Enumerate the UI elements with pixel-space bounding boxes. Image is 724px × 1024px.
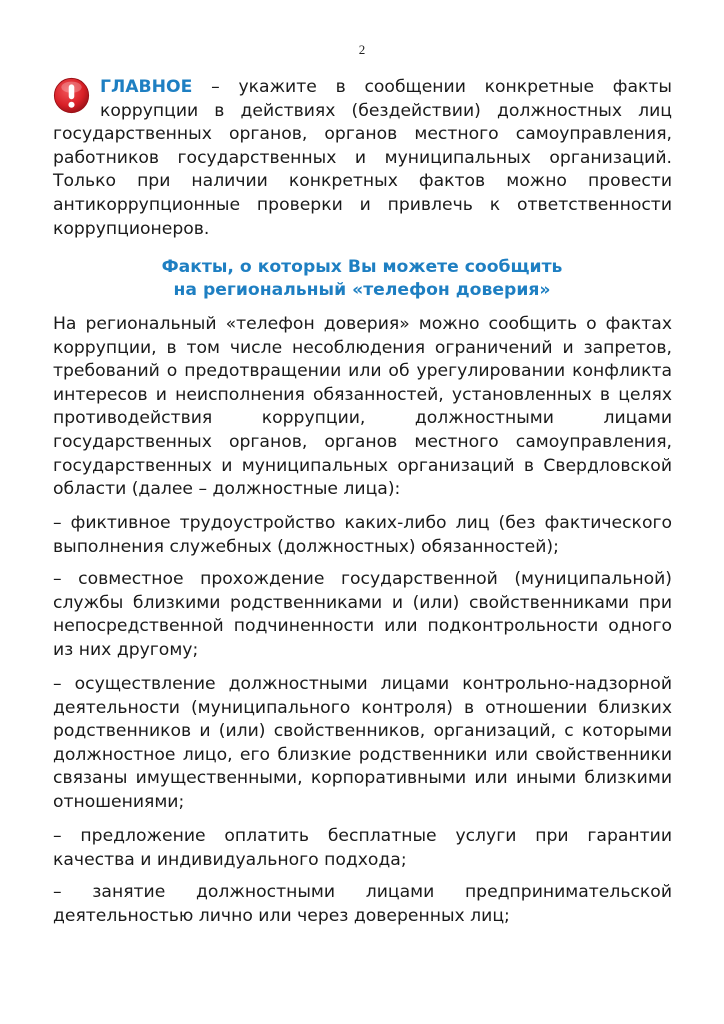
exclamation-circle-icon — [53, 77, 90, 114]
lead-keyword: ГЛАВНОЕ — [100, 77, 193, 97]
lead-paragraph — [53, 76, 672, 241]
lead-text: – укажите в сообщении конкретные факты коррупции в действиях (бездействии) должностных лиц государственных органов, органов местного самоуправления, работников государственных и муниципальных организаций. Только при наличии конкретных фактов можно провести антикоррупционные проверки и привлечь к ответственности коррупционеров. — [53, 77, 672, 239]
intro-paragraph: На региональный «телефон доверия» можно сообщить о фактах коррупции, в том числе несоблюдения ограничений и запретов, требований о предотвращении или об урегулировании конфликта интересов и неисполнения обязанностей, установленных в целях противодействия коррупции, должностными лицами государственных органов, органов местного самоуправления, государственных и муниципальных организаций в Свердловской области (далее – должностные лица): — [53, 314, 672, 500]
list-item: – предложение оплатить бесплатные услуги при гарантии качества и индивидуального подхода; — [53, 826, 672, 870]
list-item: – занятие должностными лицами предпринимательской деятельностью лично или через доверенных лиц; — [53, 882, 672, 926]
list-item: – осуществление должностными лицами контрольно-надзорной деятельности (муниципального контроля) в отношении близких родственников и (или) свойственников, организаций, с которыми должностное лицо, его близкие родственники или свойственники связаны имущественными, корпоративными или иными близкими отношениями; — [53, 674, 672, 812]
heading-line-2: на региональный «телефон доверия» — [173, 280, 551, 300]
list-item: – фиктивное трудоустройство каких-либо лиц (без фактического выполнения служебных (должностных) обязанностей); — [53, 513, 672, 557]
section-heading — [0, 256, 724, 302]
heading-line-1: Факты, о которых Вы можете сообщить — [161, 257, 563, 277]
page-number: 2 — [358, 42, 366, 57]
list-item: – совместное прохождение государственной (муниципальной) службы близкими родственниками и (или) свойственниками при непосредственной подчиненности или подконтрольности одного из них другому; — [53, 569, 672, 660]
